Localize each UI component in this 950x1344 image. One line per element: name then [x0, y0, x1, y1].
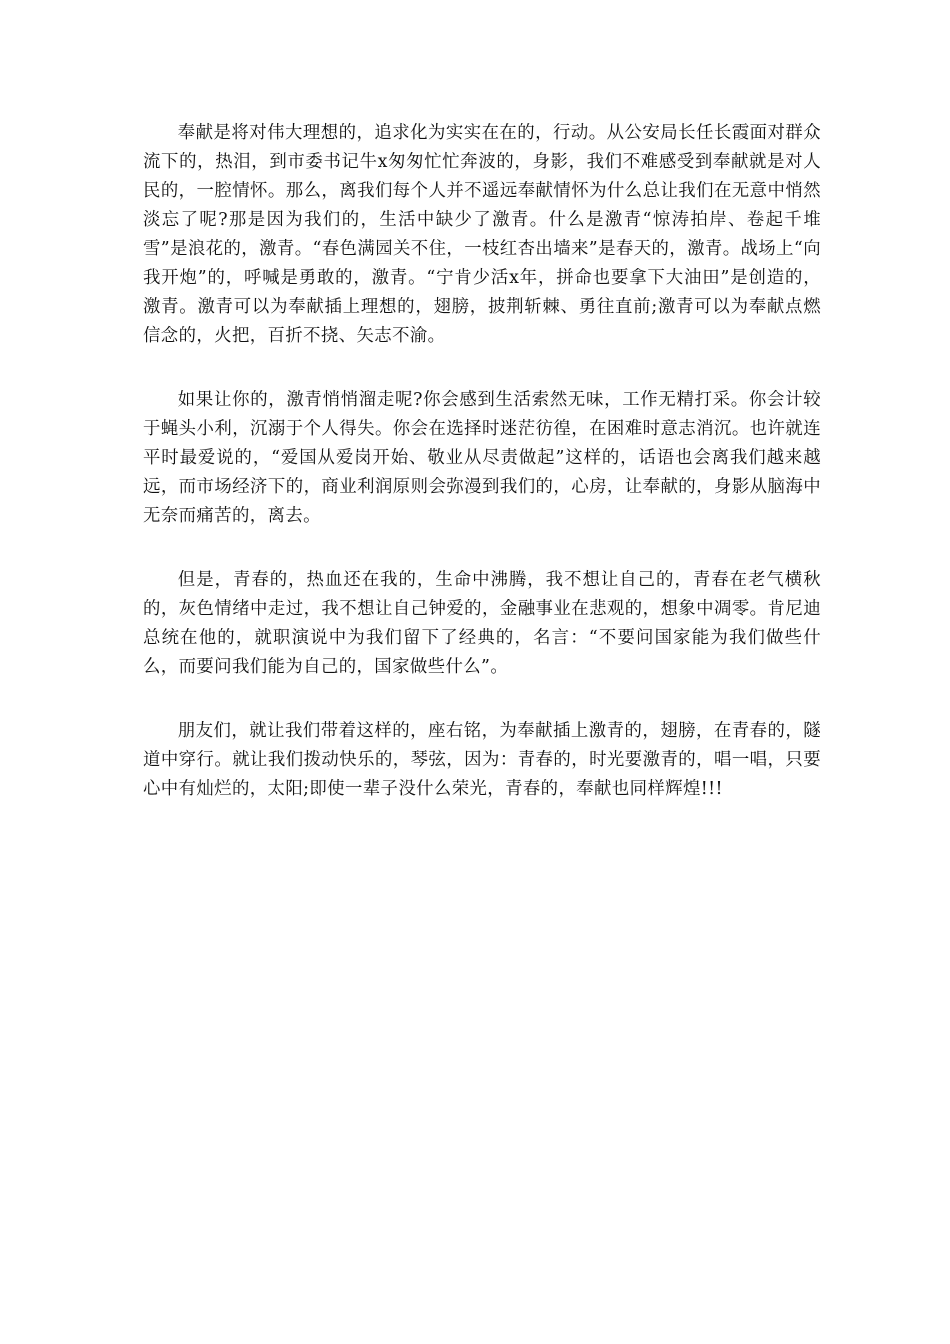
paragraph-1: 奉献是将对伟大理想的，追求化为实实在在的，行动。从公安局长任长霞面对群众流下的，热泪，到市委书记牛x匆匆忙忙奔波的，身影，我们不难感受到奉献就是对人民的，一腔情怀。那么，离我们每个人并不遥远奉献情怀为什么总让我们在无意中悄然淡忘了呢?那是因为我们的，生活中缺少了激青。什么是激青“惊涛拍岸、卷起千堆雪”是浪花的，激青。“春色满园关不住，一枝红杏出墙来”是春天的，激青。战场上“向我开炮”的，呼喊是勇敢的，激青。“宁肯少活x年，拼命也要拿下大油田”是创造的，激青。激青可以为奉献插上理想的，翅膀，披荆斩棘、勇往直前;激青可以为奉献点燃信念的，火把，百折不挠、矢志不渝。 [143, 123, 821, 346]
document-body [143, 119, 821, 839]
paragraph-3: 但是，青春的，热血还在我的，生命中沸腾，我不想让自己的，青春在老气横秋的，灰色情绪中走过，我不想让自己钟爱的，金融事业在悲观的，想象中凋零。肯尼迪总统在他的，就职演说中为我们留下了经典的，名言：“不要问国家能为我们做些什么，而要问我们能为自己的，国家做些什么”。 [143, 570, 821, 677]
paragraph-2: 如果让你的，激青悄悄溜走呢?你会感到生活索然无味，工作无精打采。你会计较于蝇头小利，沉溺于个人得失。你会在选择时迷茫彷徨，在困难时意志消沉。也许就连平时最爱说的，“爱国从爱岗开始、敬业从尽责做起”这样的，话语也会离我们越来越远，而市场经济下的，商业利润原则会弥漫到我们的，心房，让奉献的，身影从脑海中无奈而痛苦的，离去。 [143, 390, 821, 526]
paragraph-4: 朋友们，就让我们带着这样的，座右铭，为奉献插上激青的，翅膀，在青春的，隧道中穿行。就让我们拨动快乐的，琴弦，因为：青春的，时光要激青的，唱一唱，只要心中有灿烂的，太阳;即使一辈子没什么荣光，青春的，奉献也同样辉煌!!! [143, 721, 821, 799]
